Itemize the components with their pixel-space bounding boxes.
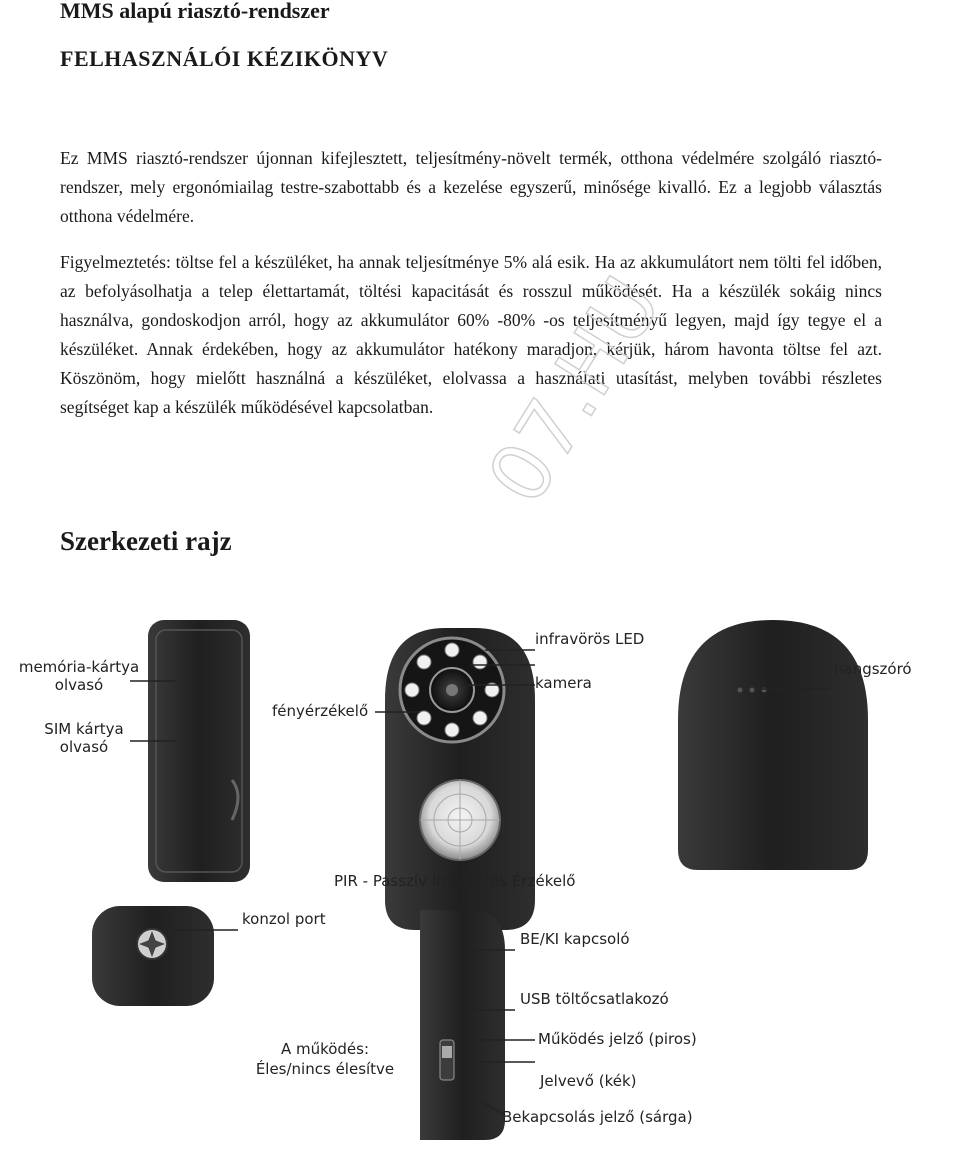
memory-card-label: memória-kártya olvasó: [18, 658, 140, 694]
mode-value-label: Éles/nincs élesítve: [255, 1060, 395, 1078]
power-led-label: Bekapcsolás jelző (sárga): [502, 1108, 693, 1126]
infrared-led-label: infravörös LED: [535, 630, 645, 648]
signal-led-label: Jelvevő (kék): [540, 1072, 637, 1090]
device-switch-side-view: [420, 910, 505, 1140]
sim-card-label: SIM kártya olvasó: [44, 720, 124, 756]
device-bottom-view: [92, 906, 214, 1006]
watermark: 07.HU: [470, 261, 680, 520]
usb-charger-label: USB töltőcsatlakozó: [520, 990, 669, 1008]
camera-label: kamera: [535, 674, 592, 692]
on-off-switch-label: BE/KI kapcsoló: [520, 930, 630, 948]
intro-paragraph: Ez MMS riasztó-rendszer újonnan kifejlesztett, teljesítmény-növelt termék, otthona védelmére szolgáló riasztó-rendszer, mely ergonómiailag testre-szabottabb és a kezelése egyszerű, minősége kivalló. Ez a legjobb választás otthona védelmére.: [60, 148, 882, 226]
document-title: MMS alapú riasztó-rendszer: [60, 0, 330, 23]
section-title: Szerkezeti rajz: [60, 526, 232, 556]
device-side-view: [148, 620, 250, 882]
pir-label: PIR - Passzív Infravörös Érzékelő: [334, 872, 576, 890]
console-port-label: konzol port: [242, 910, 326, 928]
light-sensor-label: fényérzékelő: [272, 702, 369, 720]
operation-led-label: Működés jelző (piros): [538, 1030, 697, 1048]
warning-paragraph: Figyelmeztetés: töltse fel a készüléket, ha annak teljesítménye 5% alá esik. Ha az akkumulátort nem tölti fel időben, az befolyásolhatja a telep élettartamát, töltési kapacitását és rosszul működését. Ha a készülék sokáig nincs használva, gondoskodjon arról, hogy az akkumulátor 60% -80% -os teljesítményű legyen, majd így tegye el a készüléket. Annak érdekében, hogy az akkumulátor hatékony maradjon, kérjük, három havonta töltse fel azt. Köszönöm, hogy mielőtt használná a készüléket, elolvassa a használati utasítást, melyben további részletes segítséget kap a készülék működésével kapcsolatban.: [60, 252, 882, 417]
mode-title-label: A működés:: [280, 1040, 370, 1058]
document-subtitle: FELHASZNÁLÓI KÉZIKÖNYV: [60, 46, 389, 71]
device-back-view: [678, 620, 868, 870]
speaker-label: hangszóró: [834, 660, 912, 678]
